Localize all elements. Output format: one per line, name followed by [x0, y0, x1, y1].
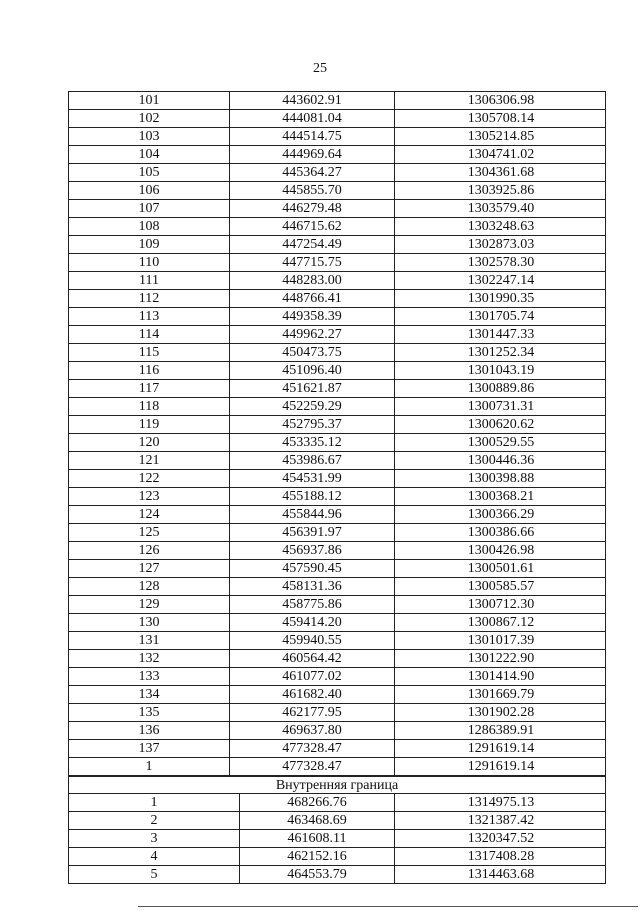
- y-coordinate-cell: 1291619.14: [394, 758, 607, 775]
- x-coordinate-cell: 445364.27: [229, 164, 394, 181]
- x-coordinate-cell: 453335.12: [229, 434, 394, 451]
- x-coordinate-cell: 462177.95: [229, 704, 394, 721]
- point-number-cell: 123: [138, 489, 160, 504]
- y-coordinate-cell: 1300446.36: [394, 452, 607, 469]
- point-number-cell: 127: [138, 561, 160, 576]
- x-coordinate-cell: 459414.20: [229, 614, 394, 631]
- point-number-cell: 2: [150, 813, 158, 828]
- x-coordinate-cell: 444514.75: [229, 128, 394, 145]
- table-row: [68, 181, 606, 199]
- y-coordinate-cell: 1300889.86: [394, 380, 607, 397]
- table-row: [68, 847, 606, 865]
- x-coordinate-cell: 451621.87: [229, 380, 394, 397]
- x-coordinate-cell: 446279.48: [229, 200, 394, 217]
- y-coordinate-cell: 1302247.14: [394, 272, 607, 289]
- table-row: [68, 379, 606, 397]
- page-number: 25: [313, 61, 327, 76]
- point-number-cell: 121: [138, 453, 160, 468]
- table-row: [68, 397, 606, 415]
- x-coordinate-cell: 459940.55: [229, 632, 394, 649]
- coordinates-table: [68, 91, 606, 884]
- y-coordinate-cell: 1321387.42: [394, 812, 607, 829]
- table-row: [68, 739, 606, 757]
- y-coordinate-cell: 1301902.28: [394, 704, 607, 721]
- table-row: [68, 109, 606, 127]
- point-number-cell: 135: [138, 705, 160, 720]
- y-coordinate-cell: 1303579.40: [394, 200, 607, 217]
- x-coordinate-cell: 468266.76: [239, 794, 394, 811]
- x-coordinate-cell: 445855.70: [229, 182, 394, 199]
- x-coordinate-cell: 452259.29: [229, 398, 394, 415]
- table-row: [68, 829, 606, 847]
- table-row: [68, 361, 606, 379]
- point-number-cell: 4: [150, 849, 158, 864]
- inner-boundary-heading: Внутренняя граница: [68, 776, 606, 793]
- point-number-cell: 119: [138, 417, 160, 432]
- table-row: [68, 415, 606, 433]
- point-number-cell: 102: [138, 111, 160, 126]
- y-coordinate-cell: 1305708.14: [394, 110, 607, 127]
- page-edge-line: [138, 906, 638, 907]
- x-coordinate-cell: 449358.39: [229, 308, 394, 325]
- x-coordinate-cell: 456391.97: [229, 524, 394, 541]
- point-number-cell: 122: [138, 471, 160, 486]
- table-row: [68, 613, 606, 631]
- y-coordinate-cell: 1300366.29: [394, 506, 607, 523]
- x-coordinate-cell: 453986.67: [229, 452, 394, 469]
- point-number-cell: 108: [138, 219, 160, 234]
- y-coordinate-cell: 1301222.90: [394, 650, 607, 667]
- x-coordinate-cell: 447715.75: [229, 254, 394, 271]
- point-number-cell: 104: [138, 147, 160, 162]
- x-coordinate-cell: 449962.27: [229, 326, 394, 343]
- point-number-cell: 131: [138, 633, 160, 648]
- x-coordinate-cell: 464553.79: [239, 866, 394, 883]
- point-number-cell: 3: [150, 831, 158, 846]
- point-number-cell: 115: [138, 345, 160, 360]
- table-row: [68, 217, 606, 235]
- x-coordinate-cell: 447254.49: [229, 236, 394, 253]
- y-coordinate-cell: 1300731.31: [394, 398, 607, 415]
- y-coordinate-cell: 1301669.79: [394, 686, 607, 703]
- y-coordinate-cell: 1304741.02: [394, 146, 607, 163]
- x-coordinate-cell: 454531.99: [229, 470, 394, 487]
- table-row: [68, 235, 606, 253]
- y-coordinate-cell: 1314463.68: [394, 866, 607, 883]
- table-row: [68, 127, 606, 145]
- x-coordinate-cell: 444081.04: [229, 110, 394, 127]
- table-row: [68, 757, 606, 776]
- point-number-cell: 105: [138, 165, 160, 180]
- table-row: [68, 559, 606, 577]
- table-row: [68, 91, 606, 109]
- x-coordinate-cell: 461077.02: [229, 668, 394, 685]
- table-row: [68, 163, 606, 181]
- y-coordinate-cell: 1301017.39: [394, 632, 607, 649]
- y-coordinate-cell: 1301414.90: [394, 668, 607, 685]
- x-coordinate-cell: 443602.91: [229, 92, 394, 109]
- y-coordinate-cell: 1291619.14: [394, 740, 607, 757]
- table-row: [68, 865, 606, 884]
- x-coordinate-cell: 448766.41: [229, 290, 394, 307]
- point-number-cell: 1: [145, 759, 153, 774]
- x-coordinate-cell: 448283.00: [229, 272, 394, 289]
- y-coordinate-cell: 1286389.91: [394, 722, 607, 739]
- point-number-cell: 106: [138, 183, 160, 198]
- table-row: [68, 667, 606, 685]
- table-row: [68, 433, 606, 451]
- point-number-cell: 103: [138, 129, 160, 144]
- outer-boundary-rows: [68, 91, 606, 776]
- point-number-cell: 126: [138, 543, 160, 558]
- point-number-cell: 1: [150, 795, 158, 810]
- point-number-cell: 134: [138, 687, 160, 702]
- point-number-cell: 130: [138, 615, 160, 630]
- y-coordinate-cell: 1301252.34: [394, 344, 607, 361]
- point-number-cell: 120: [138, 435, 160, 450]
- point-number-cell: 101: [138, 93, 160, 108]
- point-number-cell: 128: [138, 579, 160, 594]
- point-number-cell: 117: [138, 381, 160, 396]
- table-row: [68, 325, 606, 343]
- point-number-cell: 114: [138, 327, 160, 342]
- y-coordinate-cell: 1300620.62: [394, 416, 607, 433]
- x-coordinate-cell: 455844.96: [229, 506, 394, 523]
- table-row: [68, 685, 606, 703]
- table-row: [68, 721, 606, 739]
- point-number-cell: 107: [138, 201, 160, 216]
- point-number-cell: 133: [138, 669, 160, 684]
- point-number-cell: 132: [138, 651, 160, 666]
- table-row: [68, 343, 606, 361]
- point-number-cell: 118: [138, 399, 160, 414]
- table-row: [68, 523, 606, 541]
- y-coordinate-cell: 1301990.35: [394, 290, 607, 307]
- y-coordinate-cell: 1300398.88: [394, 470, 607, 487]
- y-coordinate-cell: 1305214.85: [394, 128, 607, 145]
- y-coordinate-cell: 1317408.28: [394, 848, 607, 865]
- x-coordinate-cell: 461682.40: [229, 686, 394, 703]
- x-coordinate-cell: 451096.40: [229, 362, 394, 379]
- x-coordinate-cell: 477328.47: [229, 740, 394, 757]
- y-coordinate-cell: 1300585.57: [394, 578, 607, 595]
- table-row: [68, 595, 606, 613]
- x-coordinate-cell: 460564.42: [229, 650, 394, 667]
- y-coordinate-cell: 1302873.03: [394, 236, 607, 253]
- point-number-cell: 109: [138, 237, 160, 252]
- table-row: [68, 505, 606, 523]
- point-number-cell: 113: [138, 309, 160, 324]
- table-row: [68, 541, 606, 559]
- x-coordinate-cell: 469637.80: [229, 722, 394, 739]
- table-row: [68, 451, 606, 469]
- table-row: [68, 487, 606, 505]
- table-row: [68, 199, 606, 217]
- y-coordinate-cell: 1300867.12: [394, 614, 607, 631]
- y-coordinate-cell: 1303925.86: [394, 182, 607, 199]
- x-coordinate-cell: 457590.45: [229, 560, 394, 577]
- y-coordinate-cell: 1300712.30: [394, 596, 607, 613]
- y-coordinate-cell: 1314975.13: [394, 794, 607, 811]
- y-coordinate-cell: 1301705.74: [394, 308, 607, 325]
- table-row: [68, 289, 606, 307]
- table-row: [68, 649, 606, 667]
- y-coordinate-cell: 1302578.30: [394, 254, 607, 271]
- point-number-cell: 124: [138, 507, 160, 522]
- y-coordinate-cell: 1300501.61: [394, 560, 607, 577]
- point-number-cell: 129: [138, 597, 160, 612]
- x-coordinate-cell: 455188.12: [229, 488, 394, 505]
- x-coordinate-cell: 463468.69: [239, 812, 394, 829]
- x-coordinate-cell: 461608.11: [239, 830, 394, 847]
- point-number-cell: 136: [138, 723, 160, 738]
- table-row: [68, 271, 606, 289]
- table-row: [68, 469, 606, 487]
- x-coordinate-cell: 452795.37: [229, 416, 394, 433]
- point-number-cell: 5: [150, 867, 158, 882]
- x-coordinate-cell: 450473.75: [229, 344, 394, 361]
- x-coordinate-cell: 444969.64: [229, 146, 394, 163]
- x-coordinate-cell: 458131.36: [229, 578, 394, 595]
- y-coordinate-cell: 1300529.55: [394, 434, 607, 451]
- table-row: [68, 703, 606, 721]
- point-number-cell: 111: [139, 273, 159, 288]
- y-coordinate-cell: 1301447.33: [394, 326, 607, 343]
- y-coordinate-cell: 1304361.68: [394, 164, 607, 181]
- point-number-cell: 110: [138, 255, 160, 270]
- point-number-cell: 116: [138, 363, 160, 378]
- table-row: [68, 577, 606, 595]
- y-coordinate-cell: 1303248.63: [394, 218, 607, 235]
- y-coordinate-cell: 1300426.98: [394, 542, 607, 559]
- table-row: [68, 631, 606, 649]
- table-row: [68, 811, 606, 829]
- y-coordinate-cell: 1301043.19: [394, 362, 607, 379]
- table-row: [68, 253, 606, 271]
- point-number-cell: 112: [138, 291, 160, 306]
- table-row: [68, 793, 606, 811]
- y-coordinate-cell: 1300368.21: [394, 488, 607, 505]
- x-coordinate-cell: 456937.86: [229, 542, 394, 559]
- x-coordinate-cell: 446715.62: [229, 218, 394, 235]
- y-coordinate-cell: 1320347.52: [394, 830, 607, 847]
- table-row: [68, 145, 606, 163]
- point-number-cell: 137: [138, 741, 160, 756]
- table-row: [68, 307, 606, 325]
- y-coordinate-cell: 1300386.66: [394, 524, 607, 541]
- x-coordinate-cell: 462152.16: [239, 848, 394, 865]
- inner-boundary-rows: [68, 793, 606, 884]
- x-coordinate-cell: 477328.47: [229, 758, 394, 775]
- y-coordinate-cell: 1306306.98: [394, 92, 607, 109]
- x-coordinate-cell: 458775.86: [229, 596, 394, 613]
- point-number-cell: 125: [138, 525, 160, 540]
